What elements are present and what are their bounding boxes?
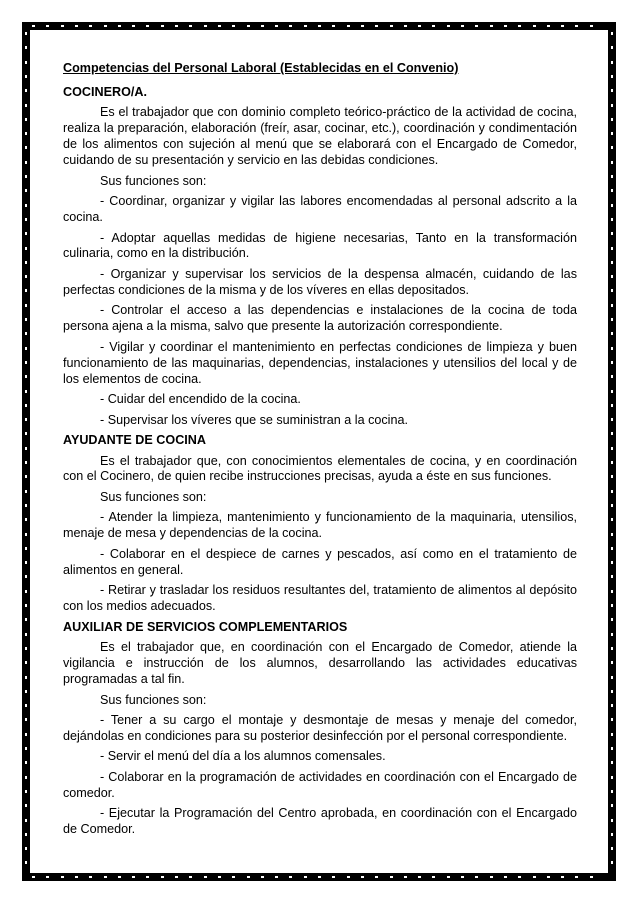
border-dot — [89, 25, 92, 27]
border-dot — [25, 590, 27, 593]
border-left — [22, 22, 30, 881]
border-dot — [25, 461, 27, 464]
border-dot — [25, 146, 27, 149]
functions-label: Sus funciones son: — [100, 692, 207, 707]
border-dot — [25, 375, 27, 378]
border-dot — [611, 318, 613, 321]
border-dot — [75, 25, 78, 27]
border-dot — [518, 25, 521, 27]
border-dot — [25, 418, 27, 421]
border-dot — [218, 25, 221, 27]
border-dot — [25, 318, 27, 321]
border-dot — [25, 676, 27, 679]
border-dot — [404, 25, 407, 27]
border-dot — [611, 204, 613, 207]
border-dot — [25, 547, 27, 550]
border-dot — [490, 25, 493, 27]
section-intro: Es el trabajador que, en coordinación con el Encargado de Comedor, atiende la vigilancia e instrucción de los alumnos, desarrollando las actividades educativas programadas a tal fin. — [63, 640, 577, 686]
border-dot — [611, 676, 613, 679]
border-dot — [318, 876, 321, 878]
border-dot — [304, 25, 307, 27]
border-dot — [146, 25, 149, 27]
border-dot — [25, 289, 27, 292]
border-dot — [232, 25, 235, 27]
border-dot — [46, 876, 49, 878]
function-item: - Coordinar, organizar y vigilar las labores encomendadas al personal adscrito a la cocina. — [63, 194, 577, 225]
border-dot — [25, 390, 27, 393]
border-dot — [361, 876, 364, 878]
border-dot — [611, 418, 613, 421]
border-dot — [611, 247, 613, 250]
border-dot — [447, 25, 450, 27]
border-dot — [25, 533, 27, 536]
border-dot — [25, 447, 27, 450]
border-dot — [432, 876, 435, 878]
function-item: - Organizar y supervisar los servicios de la despensa almacén, cuidando de las perfectas condiciones de la misma y de los víveres en ellas depositados. — [63, 266, 577, 297]
border-dot — [32, 876, 35, 878]
border-dot — [25, 332, 27, 335]
border-dot — [611, 89, 613, 92]
function-item: - Colaborar en el despiece de carnes y pescados, así como en el tratamiento de alimentos en general. — [63, 546, 577, 577]
border-dot — [611, 561, 613, 564]
border-dot — [547, 876, 550, 878]
border-dot — [25, 604, 27, 607]
border-dot — [25, 733, 27, 736]
border-dot — [332, 25, 335, 27]
border-dot — [611, 776, 613, 779]
border-dot — [611, 75, 613, 78]
border-dot — [611, 146, 613, 149]
border-dot — [118, 25, 121, 27]
border-dot — [25, 761, 27, 764]
border-dot — [611, 575, 613, 578]
border-dot — [25, 61, 27, 64]
border-dot — [25, 432, 27, 435]
border-dot — [25, 175, 27, 178]
function-item: - Supervisar los víveres que se suministran a la cocina. — [100, 412, 408, 427]
border-dot — [611, 861, 613, 864]
section-title: AUXILIAR DE SERVICIOS COMPLEMENTARIOS — [63, 619, 348, 634]
border-dot — [611, 189, 613, 192]
border-dot — [611, 289, 613, 292]
border-dot — [25, 833, 27, 836]
section-cocinero — [63, 85, 577, 429]
border-dot — [611, 218, 613, 221]
border-dot — [189, 876, 192, 878]
border-dot — [25, 718, 27, 721]
functions-label: Sus funciones son: — [100, 489, 207, 504]
border-dot — [375, 876, 378, 878]
border-dot — [611, 819, 613, 822]
border-dot — [611, 747, 613, 750]
border-dot — [25, 404, 27, 407]
border-dot — [161, 876, 164, 878]
border-dot — [418, 25, 421, 27]
border-dot — [611, 475, 613, 478]
border-dot — [25, 690, 27, 693]
border-dot — [275, 25, 278, 27]
border-dot — [61, 876, 64, 878]
border-dot — [611, 690, 613, 693]
border-dot — [289, 876, 292, 878]
border-dot — [25, 504, 27, 507]
border-dot — [547, 25, 550, 27]
border-dot — [261, 876, 264, 878]
border-dot — [25, 75, 27, 78]
border-dot — [204, 876, 207, 878]
border-dot — [490, 876, 493, 878]
border-dot — [25, 275, 27, 278]
border-dot — [25, 704, 27, 707]
border-dot — [611, 833, 613, 836]
border-dot — [275, 876, 278, 878]
border-dot — [304, 876, 307, 878]
border-dot — [461, 876, 464, 878]
border-dot — [533, 876, 536, 878]
border-dot — [475, 25, 478, 27]
border-right — [608, 22, 616, 881]
border-dot — [118, 876, 121, 878]
border-dot — [25, 261, 27, 264]
border-dot — [375, 25, 378, 27]
function-item: - Vigilar y coordinar el mantenimiento en perfectas condiciones de limpieza y buen funcionamiento de las maquinarias, dependencias, instalaciones y utensilios del local y de los elementos de cocina. — [63, 339, 577, 386]
border-dot — [25, 776, 27, 779]
border-dot — [432, 25, 435, 27]
border-dot — [611, 104, 613, 107]
border-dot — [611, 604, 613, 607]
border-dot — [611, 790, 613, 793]
border-dot — [25, 118, 27, 121]
border-dot — [25, 575, 27, 578]
border-dot — [32, 25, 35, 27]
border-dot — [104, 876, 107, 878]
border-dot — [611, 132, 613, 135]
border-dot — [318, 25, 321, 27]
border-dot — [611, 361, 613, 364]
border-dot — [611, 447, 613, 450]
function-item: - Adoptar aquellas medidas de higiene necesarias, Tanto en la transformación culinaria, como en la distribución. — [63, 230, 577, 261]
function-item: - Controlar el acceso a las dependencias e instalaciones de la cocina de toda persona ajena a la misma, salvo que presente la autorización correspondiente. — [63, 303, 577, 334]
function-item: - Cuidar del encendido de la cocina. — [100, 392, 301, 407]
function-item: - Servir el menú del día a los alumnos comensales. — [100, 749, 386, 764]
border-dot — [25, 475, 27, 478]
border-dot — [204, 25, 207, 27]
border-dot — [146, 876, 149, 878]
border-dot — [611, 461, 613, 464]
border-dot — [611, 761, 613, 764]
border-dot — [25, 847, 27, 850]
border-dot — [132, 25, 135, 27]
border-dot — [533, 25, 536, 27]
border-dot — [75, 876, 78, 878]
function-item: - Retirar y trasladar los residuos resultantes del, tratamiento de alimentos al depósito con los medios adecuados. — [63, 583, 577, 614]
border-dot — [25, 232, 27, 235]
border-dot — [590, 876, 593, 878]
border-dot — [25, 819, 27, 822]
border-dot — [611, 118, 613, 121]
border-dot — [418, 876, 421, 878]
border-dot — [25, 861, 27, 864]
border-dot — [611, 332, 613, 335]
border-dot — [25, 647, 27, 650]
border-dot — [561, 876, 564, 878]
border-dot — [575, 25, 578, 27]
border-dot — [611, 647, 613, 650]
border-dot — [175, 25, 178, 27]
section-title: COCINERO/A. — [63, 84, 147, 99]
border-dot — [611, 32, 613, 35]
border-dot — [25, 247, 27, 250]
border-dot — [504, 25, 507, 27]
border-dot — [25, 189, 27, 192]
border-dot — [611, 661, 613, 664]
border-dot — [590, 25, 593, 27]
border-dot — [25, 304, 27, 307]
border-dot — [611, 733, 613, 736]
border-dot — [390, 25, 393, 27]
border-dot — [611, 804, 613, 807]
border-dot — [247, 876, 250, 878]
document-header: Competencias del Personal Laboral (Establecidas en el Convenio) — [63, 61, 459, 75]
border-dot — [347, 25, 350, 27]
document-body — [63, 61, 577, 843]
border-dot — [61, 25, 64, 27]
border-dot — [347, 876, 350, 878]
border-dot — [611, 704, 613, 707]
border-dot — [504, 876, 507, 878]
border-dot — [189, 25, 192, 27]
border-dot — [611, 533, 613, 536]
border-dot — [25, 32, 27, 35]
section-intro: Es el trabajador que, con conocimientos elementales de cocina, y en coordinación con el Cocinero, de quien recibe instrucciones precisas, ayuda a éste en sus funciones. — [63, 453, 577, 484]
border-dot — [25, 204, 27, 207]
border-dot — [25, 804, 27, 807]
function-item: - Tener a su cargo el montaje y desmontaje de mesas y menaje del comedor, dejándolas en condiciones para su posterior desinfección por el personal correspondiente. — [63, 713, 577, 743]
border-dot — [104, 25, 107, 27]
border-dot — [25, 104, 27, 107]
section-auxiliar — [63, 620, 577, 838]
border-dot — [447, 876, 450, 878]
border-dot — [218, 876, 221, 878]
border-dot — [289, 25, 292, 27]
function-item: - Atender la limpieza, mantenimiento y funcionamiento de la maquinaria, utensilios, menaje de mesa y dependencias de la cocina. — [63, 510, 577, 541]
function-item: - Ejecutar la Programación del Centro aprobada, en coordinación con el Encargado de Comedor. — [63, 806, 577, 837]
border-dot — [611, 847, 613, 850]
function-item: - Colaborar en la programación de actividades en coordinación con el Encargado de comedor. — [63, 769, 577, 800]
border-dot — [25, 790, 27, 793]
border-dot — [25, 46, 27, 49]
border-dot — [175, 876, 178, 878]
border-dot — [25, 161, 27, 164]
border-dot — [611, 46, 613, 49]
border-dot — [361, 25, 364, 27]
border-dot — [25, 490, 27, 493]
border-dot — [46, 25, 49, 27]
border-dot — [25, 132, 27, 135]
border-dot — [611, 490, 613, 493]
border-dot — [25, 618, 27, 621]
border-dot — [89, 876, 92, 878]
border-dot — [247, 25, 250, 27]
section-ayudante — [63, 433, 577, 615]
border-dot — [25, 661, 27, 664]
border-dot — [611, 633, 613, 636]
functions-label: Sus funciones son: — [100, 173, 207, 188]
border-dot — [611, 232, 613, 235]
border-dot — [611, 375, 613, 378]
border-dot — [25, 89, 27, 92]
border-dot — [132, 876, 135, 878]
border-dot — [25, 218, 27, 221]
border-dot — [25, 633, 27, 636]
border-dot — [611, 504, 613, 507]
border-dot — [261, 25, 264, 27]
border-dot — [611, 432, 613, 435]
border-dot — [161, 25, 164, 27]
border-dot — [461, 25, 464, 27]
border-dot — [611, 304, 613, 307]
border-dot — [25, 561, 27, 564]
border-dot — [25, 347, 27, 350]
border-dot — [611, 518, 613, 521]
border-dot — [25, 361, 27, 364]
border-dot — [390, 876, 393, 878]
border-dot — [25, 518, 27, 521]
border-dot — [561, 25, 564, 27]
border-dot — [611, 390, 613, 393]
border-dot — [611, 618, 613, 621]
border-dot — [575, 876, 578, 878]
border-dot — [518, 876, 521, 878]
border-dot — [611, 718, 613, 721]
border-dot — [232, 876, 235, 878]
border-dot — [25, 747, 27, 750]
border-dot — [611, 347, 613, 350]
border-dot — [611, 404, 613, 407]
border-dot — [611, 161, 613, 164]
section-intro: Es el trabajador que con dominio completo teórico-práctico de la actividad de cocina, realiza la preparación, elaboración (freír, asar, cocinar, etc.), coordinación y condimentación de los alimentos con sujeción al menú que se elaborará con el Encargado de Comedor, cuidando de su presentación y servicio en las debidas condiciones. — [63, 105, 577, 168]
border-dot — [611, 261, 613, 264]
border-dot — [332, 876, 335, 878]
border-dot — [611, 275, 613, 278]
border-dot — [404, 876, 407, 878]
border-dot — [611, 175, 613, 178]
border-dot — [475, 876, 478, 878]
section-title: AYUDANTE DE COCINA — [63, 433, 206, 448]
border-dot — [611, 547, 613, 550]
border-dot — [611, 61, 613, 64]
border-dot — [611, 590, 613, 593]
